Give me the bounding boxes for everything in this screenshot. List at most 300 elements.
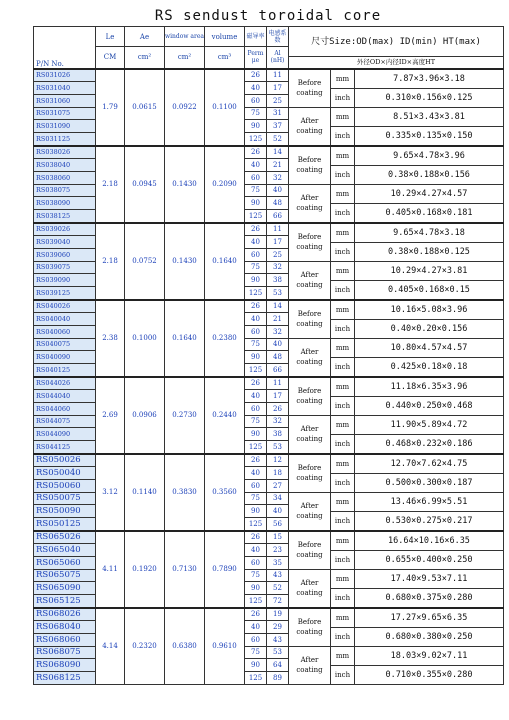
part-number: RS031060 <box>34 94 96 107</box>
al-value: 14 <box>267 300 289 313</box>
al-value: 43 <box>267 569 289 582</box>
window-area-value: 0.7130 <box>165 531 205 608</box>
before-size-inch: 0.38×0.188×0.125 <box>388 246 470 257</box>
part-number: RS040075 <box>34 338 96 351</box>
al-value: 38 <box>267 428 289 441</box>
permeability-value: 75 <box>245 646 267 659</box>
part-number: RS068090 <box>34 659 96 672</box>
before-size-inch: 0.440×0.250×0.468 <box>385 400 473 411</box>
before-size-mm: 9.65×4.78×3.18 <box>355 224 503 243</box>
al-value: 66 <box>267 210 289 223</box>
after-size-cell <box>355 646 504 684</box>
unit-cell <box>331 107 355 146</box>
unit-inch: inch <box>334 362 351 371</box>
part-number: RS031090 <box>34 120 96 133</box>
al-value: 89 <box>267 672 289 685</box>
permeability-value: 60 <box>245 402 267 415</box>
window-area-value: 0.1430 <box>165 223 205 300</box>
le-value: 2.38 <box>96 300 125 377</box>
size-header: 尺寸Size:OD(max) ID(min) HT(max) <box>289 27 504 57</box>
part-number: RS050090 <box>34 505 96 518</box>
al-value: 52 <box>267 133 289 146</box>
window-header: window area <box>165 27 205 47</box>
permeability-value: 26 <box>245 69 267 82</box>
al-value: 32 <box>267 325 289 338</box>
after-size-inch: 0.425×0.18×0.18 <box>390 361 468 372</box>
permeability-value: 40 <box>245 158 267 171</box>
unit-inch: inch <box>334 516 351 525</box>
le-value: 3.12 <box>96 454 125 531</box>
volume-header: volume <box>205 27 245 47</box>
permeability-value: 40 <box>245 466 267 479</box>
al-value: 12 <box>267 454 289 467</box>
perm-header: Perm μe <box>245 47 267 69</box>
before-coating-label: Before coating <box>289 223 331 262</box>
part-number: RS038075 <box>34 184 96 197</box>
core-spec-table <box>33 26 504 685</box>
al-value: 32 <box>267 415 289 428</box>
part-number: RS065075 <box>34 569 96 582</box>
ae-value: 0.0906 <box>125 377 165 454</box>
unit-cell <box>331 531 355 570</box>
before-coating-label: Before coating <box>289 377 331 416</box>
window-area-value: 0.2730 <box>165 377 205 454</box>
permeability-value: 60 <box>245 248 267 261</box>
after-coating-label: After coating <box>289 646 331 684</box>
permeability-value: 90 <box>245 351 267 364</box>
after-size-inch: 0.468×0.232×0.186 <box>385 438 473 449</box>
table-row <box>34 608 504 621</box>
part-number: RS038060 <box>34 171 96 184</box>
unit-inch: inch <box>334 324 351 333</box>
unit-cell <box>331 146 355 185</box>
permeability-value: 75 <box>245 261 267 274</box>
before-coating-label: Before coating <box>289 146 331 185</box>
part-number: RS039040 <box>34 235 96 248</box>
permeability-value: 26 <box>245 146 267 159</box>
permeability-value: 125 <box>245 595 267 608</box>
after-size-mm: 8.51×3.43×3.81 <box>355 108 503 127</box>
permeability-value: 75 <box>245 415 267 428</box>
unit-mm: mm <box>331 301 354 320</box>
unit-inch: inch <box>334 670 351 679</box>
permeability-value: 26 <box>245 300 267 313</box>
table-row <box>34 531 504 544</box>
unit-mm: mm <box>331 532 354 551</box>
permeability-value: 40 <box>245 389 267 402</box>
volume-value: 0.2380 <box>205 300 245 377</box>
before-size-cell <box>355 146 504 185</box>
before-size-inch: 0.500×0.300×0.187 <box>385 477 473 488</box>
permeability-value: 75 <box>245 492 267 505</box>
pn-header: P/N No. <box>34 27 96 69</box>
after-size-cell <box>355 569 504 608</box>
part-number: RS044040 <box>34 389 96 402</box>
part-number: RS050026 <box>34 454 96 467</box>
permeability-value: 90 <box>245 428 267 441</box>
after-coating-label: After coating <box>289 261 331 300</box>
after-coating-label: After coating <box>289 415 331 454</box>
permeability-value: 60 <box>245 556 267 569</box>
al-value: 53 <box>267 287 289 300</box>
after-size-mm: 10.29×4.27×4.57 <box>355 185 503 204</box>
part-number: RS040090 <box>34 351 96 364</box>
table-row <box>34 377 504 390</box>
permeability-value: 75 <box>245 107 267 120</box>
volume-value: 0.3560 <box>205 454 245 531</box>
permeability-value: 90 <box>245 120 267 133</box>
window-area-value: 0.1430 <box>165 146 205 223</box>
permeability-value: 90 <box>245 274 267 287</box>
after-size-mm: 18.03×9.02×7.11 <box>355 647 503 666</box>
before-size-mm: 17.27×9.65×6.35 <box>355 609 503 628</box>
volume-value: 0.1100 <box>205 69 245 146</box>
permeability-value: 26 <box>245 608 267 621</box>
unit-mm: mm <box>331 647 354 666</box>
after-size-inch: 0.405×0.168×0.15 <box>388 284 470 295</box>
al-value: 56 <box>267 518 289 531</box>
after-coating-label: After coating <box>289 492 331 531</box>
permeability-value: 60 <box>245 479 267 492</box>
part-number: RS039026 <box>34 223 96 236</box>
permeability-value: 26 <box>245 531 267 544</box>
before-size-cell <box>355 69 504 108</box>
ae-value: 0.0752 <box>125 223 165 300</box>
after-size-mm: 13.46×6.99×5.51 <box>355 493 503 512</box>
before-size-inch: 0.40×0.20×0.156 <box>390 323 468 334</box>
unit-mm: mm <box>331 378 354 397</box>
window-area-value: 0.3830 <box>165 454 205 531</box>
ae-value: 0.0615 <box>125 69 165 146</box>
ae-header: Ae <box>125 27 165 47</box>
before-size-inch: 0.655×0.400×0.250 <box>385 554 473 565</box>
al-value: 66 <box>267 364 289 377</box>
unit-cell <box>331 569 355 608</box>
al-value: 48 <box>267 351 289 364</box>
al-value: 26 <box>267 402 289 415</box>
unit-mm: mm <box>331 339 354 358</box>
after-size-cell <box>355 492 504 531</box>
before-coating-label: Before coating <box>289 300 331 339</box>
le-value: 4.14 <box>96 608 125 685</box>
al-value: 17 <box>267 235 289 248</box>
part-number: RS050060 <box>34 479 96 492</box>
after-size-cell <box>355 261 504 300</box>
part-number: RS044026 <box>34 377 96 390</box>
part-number: RS040026 <box>34 300 96 313</box>
after-size-cell <box>355 338 504 377</box>
before-coating-label: Before coating <box>289 69 331 108</box>
unit-inch: inch <box>334 285 351 294</box>
permeability-value: 125 <box>245 518 267 531</box>
al-value: 21 <box>267 158 289 171</box>
part-number: RS044075 <box>34 415 96 428</box>
al-value: 29 <box>267 620 289 633</box>
volume-value: 0.2440 <box>205 377 245 454</box>
al-value: 34 <box>267 492 289 505</box>
before-coating-label: Before coating <box>289 531 331 570</box>
permeability-value: 125 <box>245 364 267 377</box>
perm-cn-header: 磁导率 <box>245 27 267 47</box>
after-size-cell <box>355 415 504 454</box>
after-size-inch: 0.710×0.355×0.280 <box>385 669 473 680</box>
al-value: 21 <box>267 312 289 325</box>
permeability-value: 125 <box>245 210 267 223</box>
unit-inch: inch <box>334 478 351 487</box>
permeability-value: 26 <box>245 454 267 467</box>
part-number: RS039090 <box>34 274 96 287</box>
ae-value: 0.1920 <box>125 531 165 608</box>
part-number: RS031125 <box>34 133 96 146</box>
part-number: RS050075 <box>34 492 96 505</box>
before-coating-label: Before coating <box>289 454 331 493</box>
al-value: 40 <box>267 338 289 351</box>
unit-cell <box>331 300 355 339</box>
al-value: 40 <box>267 184 289 197</box>
unit-mm: mm <box>331 609 354 628</box>
part-number: RS039060 <box>34 248 96 261</box>
after-size-mm: 10.80×4.57×4.57 <box>355 339 503 358</box>
unit-cell <box>331 184 355 223</box>
table-row <box>34 300 504 313</box>
al-cn-header: 电感系数 <box>267 27 289 47</box>
permeability-value: 60 <box>245 171 267 184</box>
before-size-mm: 7.87×3.96×3.18 <box>355 70 503 89</box>
permeability-value: 125 <box>245 672 267 685</box>
unit-mm: mm <box>331 570 354 589</box>
le-value: 2.69 <box>96 377 125 454</box>
after-size-inch: 0.405×0.168×0.181 <box>385 207 473 218</box>
unit-mm: mm <box>331 147 354 166</box>
after-size-cell <box>355 184 504 223</box>
part-number: RS038026 <box>34 146 96 159</box>
before-size-mm: 16.64×10.16×6.35 <box>355 532 503 551</box>
unit-cell <box>331 492 355 531</box>
permeability-value: 75 <box>245 184 267 197</box>
al-value: 17 <box>267 389 289 402</box>
le-value: 4.11 <box>96 531 125 608</box>
table-row <box>34 223 504 236</box>
unit-cell <box>331 69 355 108</box>
volume-value: 0.2090 <box>205 146 245 223</box>
permeability-value: 26 <box>245 377 267 390</box>
unit-cell <box>331 415 355 454</box>
unit-mm: mm <box>331 416 354 435</box>
part-number: RS068060 <box>34 633 96 646</box>
permeability-value: 125 <box>245 287 267 300</box>
unit-cell <box>331 223 355 262</box>
permeability-value: 125 <box>245 441 267 454</box>
permeability-value: 60 <box>245 94 267 107</box>
part-number: RS044060 <box>34 402 96 415</box>
after-size-mm: 17.40×9.53×7.11 <box>355 570 503 589</box>
before-size-mm: 11.18×6.35×3.96 <box>355 378 503 397</box>
before-size-mm: 10.16×5.08×3.96 <box>355 301 503 320</box>
al-value: 32 <box>267 171 289 184</box>
unit-mm: mm <box>331 493 354 512</box>
al-value: 25 <box>267 94 289 107</box>
al-value: 40 <box>267 505 289 518</box>
al-value: 18 <box>267 466 289 479</box>
part-number: RS068075 <box>34 646 96 659</box>
before-size-cell <box>355 531 504 570</box>
table-row <box>34 454 504 467</box>
page-title: RS sendust toroidal core <box>154 8 382 24</box>
window-unit: cm² <box>165 47 205 69</box>
al-value: 27 <box>267 479 289 492</box>
after-coating-label: After coating <box>289 338 331 377</box>
table-row <box>34 146 504 159</box>
al-value: 11 <box>267 69 289 82</box>
al-value: 15 <box>267 531 289 544</box>
part-number: RS044090 <box>34 428 96 441</box>
al-value: 25 <box>267 248 289 261</box>
before-size-cell <box>355 454 504 493</box>
al-value: 35 <box>267 556 289 569</box>
unit-mm: mm <box>331 262 354 281</box>
unit-mm: mm <box>331 224 354 243</box>
al-value: 53 <box>267 646 289 659</box>
before-size-cell <box>355 300 504 339</box>
part-number: RS068026 <box>34 608 96 621</box>
part-number: RS065026 <box>34 531 96 544</box>
al-value: 52 <box>267 582 289 595</box>
before-size-mm: 12.70×7.62×4.75 <box>355 455 503 474</box>
permeability-value: 90 <box>245 582 267 595</box>
before-size-inch: 0.38×0.188×0.156 <box>388 169 470 180</box>
unit-inch: inch <box>334 632 351 641</box>
unit-inch: inch <box>334 247 351 256</box>
unit-mm: mm <box>331 455 354 474</box>
volume-value: 0.7890 <box>205 531 245 608</box>
part-number: RS044125 <box>34 441 96 454</box>
part-number: RS031026 <box>34 69 96 82</box>
ae-unit: cm² <box>125 47 165 69</box>
ae-value: 0.1000 <box>125 300 165 377</box>
unit-inch: inch <box>334 593 351 602</box>
al-value: 43 <box>267 633 289 646</box>
unit-cell <box>331 338 355 377</box>
al-value: 32 <box>267 261 289 274</box>
volume-value: 0.9610 <box>205 608 245 685</box>
permeability-value: 40 <box>245 620 267 633</box>
unit-mm: mm <box>331 185 354 204</box>
le-header: Le <box>96 27 125 47</box>
al-value: 53 <box>267 441 289 454</box>
al-value: 38 <box>267 274 289 287</box>
permeability-value: 90 <box>245 197 267 210</box>
al-value: 31 <box>267 107 289 120</box>
after-size-mm: 10.29×4.27×3.81 <box>355 262 503 281</box>
before-size-inch: 0.680×0.380×0.250 <box>385 631 473 642</box>
le-value: 2.18 <box>96 146 125 223</box>
volume-value: 0.1640 <box>205 223 245 300</box>
permeability-value: 60 <box>245 325 267 338</box>
al-value: 23 <box>267 543 289 556</box>
al-value: 48 <box>267 197 289 210</box>
al-value: 11 <box>267 377 289 390</box>
part-number: RS039125 <box>34 287 96 300</box>
unit-cell <box>331 261 355 300</box>
part-number: RS065090 <box>34 582 96 595</box>
after-coating-label: After coating <box>289 107 331 146</box>
al-value: 72 <box>267 595 289 608</box>
before-size-inch: 0.310×0.156×0.125 <box>385 92 473 103</box>
part-number: RS038090 <box>34 197 96 210</box>
al-value: 64 <box>267 659 289 672</box>
after-size-inch: 0.335×0.135×0.150 <box>385 130 473 141</box>
ae-value: 0.0945 <box>125 146 165 223</box>
ae-value: 0.1140 <box>125 454 165 531</box>
part-number: RS038040 <box>34 158 96 171</box>
al-value: 19 <box>267 608 289 621</box>
ae-value: 0.2320 <box>125 608 165 685</box>
after-coating-label: After coating <box>289 569 331 608</box>
permeability-value: 40 <box>245 235 267 248</box>
part-number: RS068125 <box>34 672 96 685</box>
unit-mm: mm <box>331 70 354 89</box>
permeability-value: 125 <box>245 133 267 146</box>
unit-cell <box>331 454 355 493</box>
part-number: RS065040 <box>34 543 96 556</box>
part-number: RS031075 <box>34 107 96 120</box>
after-size-cell <box>355 107 504 146</box>
le-unit: CM <box>96 47 125 69</box>
permeability-value: 90 <box>245 659 267 672</box>
permeability-value: 40 <box>245 312 267 325</box>
part-number: RS040125 <box>34 364 96 377</box>
unit-mm: mm <box>331 108 354 127</box>
permeability-value: 26 <box>245 223 267 236</box>
unit-inch: inch <box>334 401 351 410</box>
permeability-value: 40 <box>245 543 267 556</box>
window-area-value: 0.1640 <box>165 300 205 377</box>
part-number: RS050125 <box>34 518 96 531</box>
al-value: 11 <box>267 223 289 236</box>
volume-unit: cm³ <box>205 47 245 69</box>
unit-inch: inch <box>334 439 351 448</box>
permeability-value: 40 <box>245 81 267 94</box>
unit-inch: inch <box>334 170 351 179</box>
part-number: RS068040 <box>34 620 96 633</box>
before-size-cell <box>355 377 504 416</box>
al-value: 37 <box>267 120 289 133</box>
unit-cell <box>331 608 355 647</box>
part-number: RS038125 <box>34 210 96 223</box>
part-number: RS050040 <box>34 466 96 479</box>
unit-inch: inch <box>334 555 351 564</box>
after-coating-label: After coating <box>289 184 331 223</box>
part-number: RS040060 <box>34 325 96 338</box>
permeability-value: 75 <box>245 338 267 351</box>
window-area-value: 0.6380 <box>165 608 205 685</box>
after-size-mm: 11.90×5.89×4.72 <box>355 416 503 435</box>
unit-cell <box>331 646 355 684</box>
permeability-value: 60 <box>245 633 267 646</box>
after-size-inch: 0.530×0.275×0.217 <box>385 515 473 526</box>
part-number: RS065125 <box>34 595 96 608</box>
part-number: RS031040 <box>34 81 96 94</box>
permeability-value: 75 <box>245 569 267 582</box>
table-row <box>34 69 504 82</box>
unit-inch: inch <box>334 208 351 217</box>
part-number: RS039075 <box>34 261 96 274</box>
al-value: 17 <box>267 81 289 94</box>
unit-cell <box>331 377 355 416</box>
al-header: Al (nH) <box>267 47 289 69</box>
before-size-cell <box>355 223 504 262</box>
le-value: 2.18 <box>96 223 125 300</box>
